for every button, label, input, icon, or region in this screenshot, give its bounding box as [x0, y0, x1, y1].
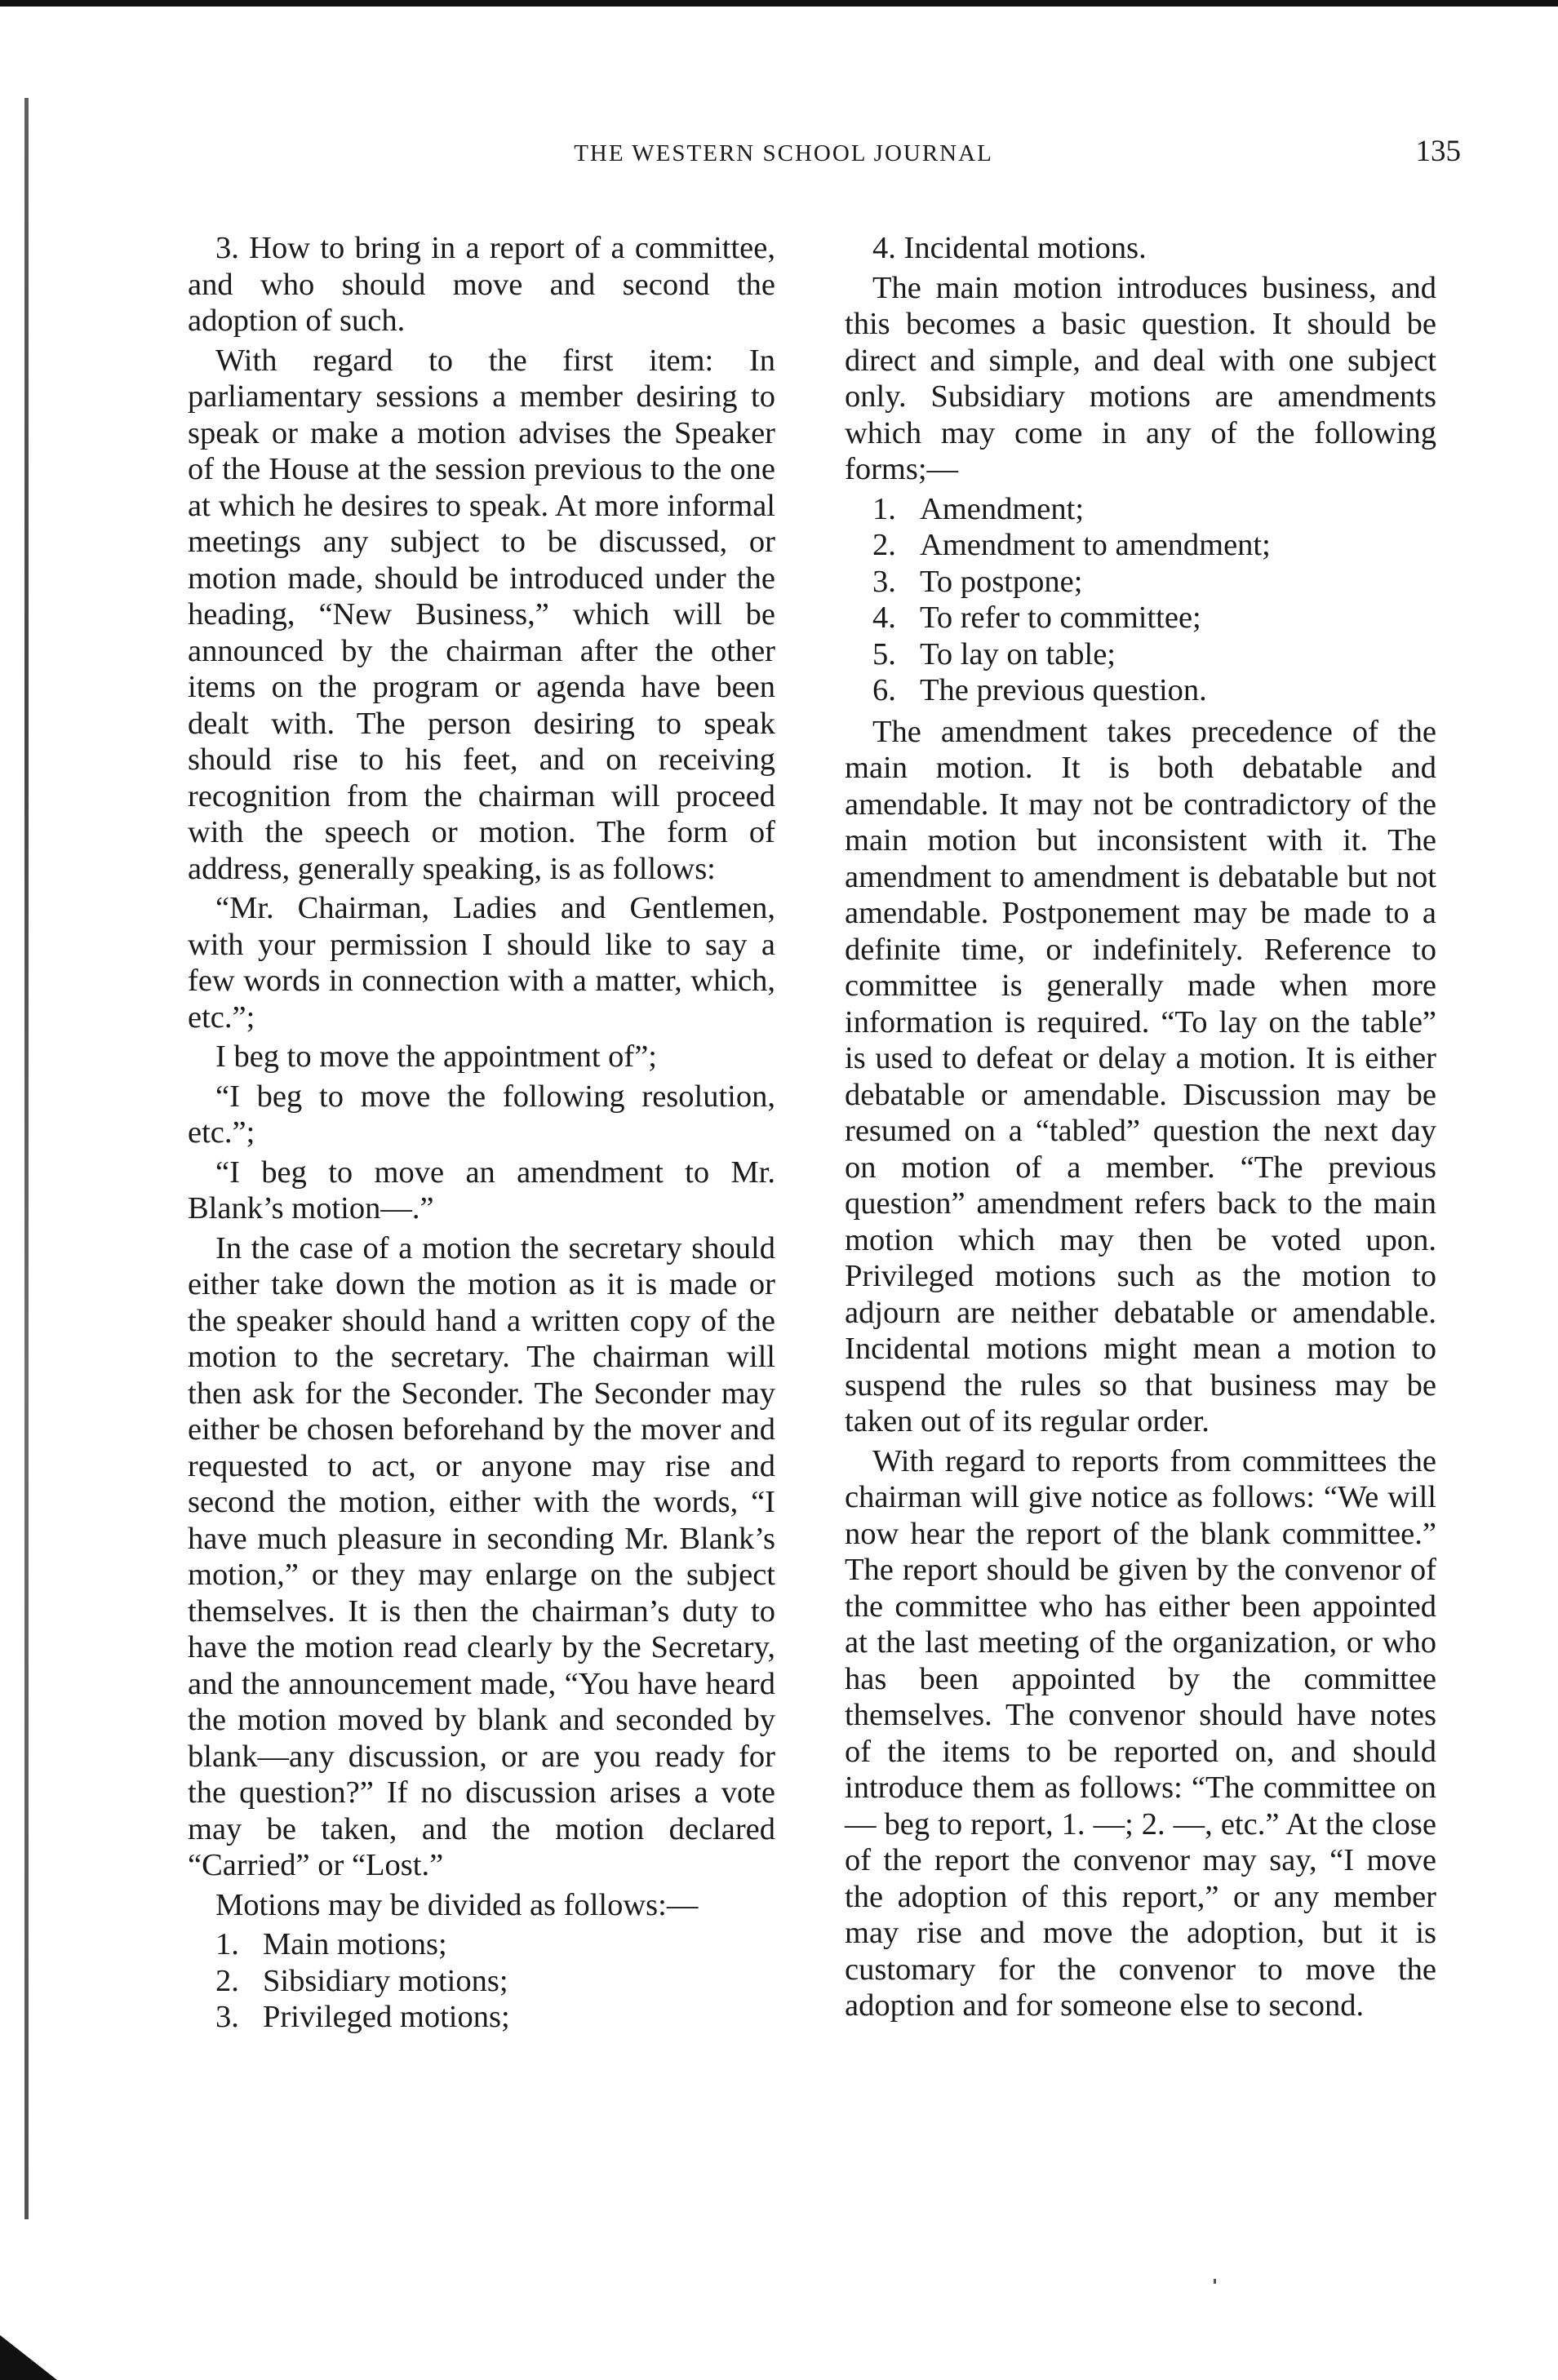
paragraph: With regard to the first item: In parliamentary sessions a member desiring to speak or make a motion advises the Speaker of the House at the session previous to the one at which he desires to speak. At more informal meetings any subject to be discussed, or motion made, should be introduced under the heading, “New Business,” which will be announced by the chairman after the other items on the program or agenda have been dealt with. The person desiring to speak should rise to his feet, and on receiving recognition from the chairman will proceed with the speech or motion. The form of address, generally speaking, is as follows:	[188, 343, 775, 886]
list-item	[188, 1999, 775, 2036]
paragraph: I beg to move the appointment of”;	[215, 1039, 657, 1074]
paragraph: Motions may be divided as follows:—	[215, 1887, 699, 1922]
paragraph: “I beg to move the following resolution, etc.”;	[188, 1079, 775, 1150]
list-number: 2.	[215, 1963, 239, 1998]
list-text: Main motions;	[263, 1927, 447, 1961]
scan-binding-edge	[24, 98, 29, 2219]
page-number: 135	[1415, 135, 1461, 168]
list-number: 3.	[215, 2000, 239, 2034]
list-item	[845, 672, 1436, 709]
paragraph: 3. How to bring in a report of a committee, and who should move and second the adoption of such.	[188, 231, 775, 338]
list-text: Sibsidiary motions;	[263, 1963, 508, 1998]
list-item	[188, 1926, 775, 1963]
list-text: Amendment to amendment;	[920, 528, 1271, 562]
running-head: THE WESTERN SCHOOL JOURNAL	[574, 140, 993, 166]
list-item	[188, 1963, 775, 2000]
scan-edge-top	[0, 0, 1558, 7]
right-column	[845, 230, 1436, 2028]
list-number: 5.	[872, 636, 896, 671]
left-column	[188, 230, 775, 2041]
list-number: 6.	[872, 673, 896, 707]
list-item	[845, 527, 1436, 564]
list-text: To refer to committee;	[920, 601, 1201, 635]
scan-corner-mark	[0, 2335, 57, 2380]
list-item	[845, 600, 1436, 636]
list-number: 1.	[872, 491, 896, 526]
list-text: The previous question.	[920, 673, 1207, 707]
list-text: To lay on table;	[920, 636, 1116, 671]
list-item	[845, 636, 1436, 673]
paragraph: In the case of a motion the secretary should either take down the motion as it is made or the speaker should hand a written copy of the motion to the secretary. The chairman will then ask for the Seconder. The Seconder may either be chosen beforehand by the mover and requested to act, or anyone may rise and second the motion, either with the words, “I have much pleasure in seconding Mr. Blank’s motion,” or they may enlarge on the subject themselves. It is then the chairman’s duty to have the motion read clearly by the Secretary, and the announcement made, “You have heard the motion moved by blank and seconded by blank—any discussion, or are you ready for the question?” If no discussion arises a vote may be taken, and the motion declared “Carried” or “Lost.”	[188, 1230, 775, 1882]
paragraph: 4. Incidental motions.	[872, 231, 1147, 265]
list-number: 3.	[872, 564, 896, 599]
list-text: To postpone;	[920, 564, 1083, 599]
list-number: 4.	[872, 601, 896, 635]
list-number: 2.	[872, 528, 896, 562]
list-text: Privileged motions;	[263, 2000, 510, 2034]
motion-types-list	[188, 1926, 775, 2036]
list-text: Amendment;	[920, 491, 1085, 526]
paragraph: “Mr. Chairman, Ladies and Gentlemen, with your permission I should like to say a few words in connection with a matter, which, etc.”;	[188, 891, 775, 1035]
list-item	[845, 491, 1436, 528]
paragraph: “I beg to move an amendment to Mr. Blank’s motion—.”	[188, 1155, 775, 1225]
scan-speck	[1214, 2279, 1216, 2284]
paragraph: The main motion introduces business, and this becomes a basic question. It should be direct and simple, and deal with one subject only. Subsidiary motions are amendments which may come in any of the following forms;—	[845, 270, 1436, 486]
list-item	[845, 564, 1436, 601]
paragraph: With regard to reports from committees the chairman will give notice as follows: “We will now hear the report of the blank committee.” The report should be given by the convenor of the committee who has either been appointed at the last meeting of the organization, or who has been appointed by the committee themselves. The convenor should have notes of the items to be reported on, and should introduce them as follows: “The committee on — beg to report, 1. —; 2. —, etc.” At the close of the report the convenor may say, “I move the adoption of this report,” or any member may rise and move the adoption, but it is customary for the convenor to move the adoption and for someone else to second.	[845, 1443, 1436, 2023]
list-number: 1.	[215, 1927, 239, 1961]
paragraph: The amendment takes precedence of the main motion. It is both debatable and amendable. It may not be contradictory of the main motion but inconsistent with it. The amendment to amendment is debatable but not amendable. Postponement may be made to a definite time, or indefinitely. Reference to committee is generally made when more information is required. “To lay on the table” is used to defeat or delay a motion. It is either debatable or amendable. Discussion may be resumed on a “tabled” question the next day on motion of a member. “The previous question” amendment refers back to the main motion which may then be voted upon. Privileged motions such as the motion to adjourn are neither debatable or amendable. Incidental motions might mean a motion to suspend the rules so that business may be taken out of its regular order.	[845, 714, 1436, 1438]
subsidiary-motions-list	[845, 491, 1436, 709]
